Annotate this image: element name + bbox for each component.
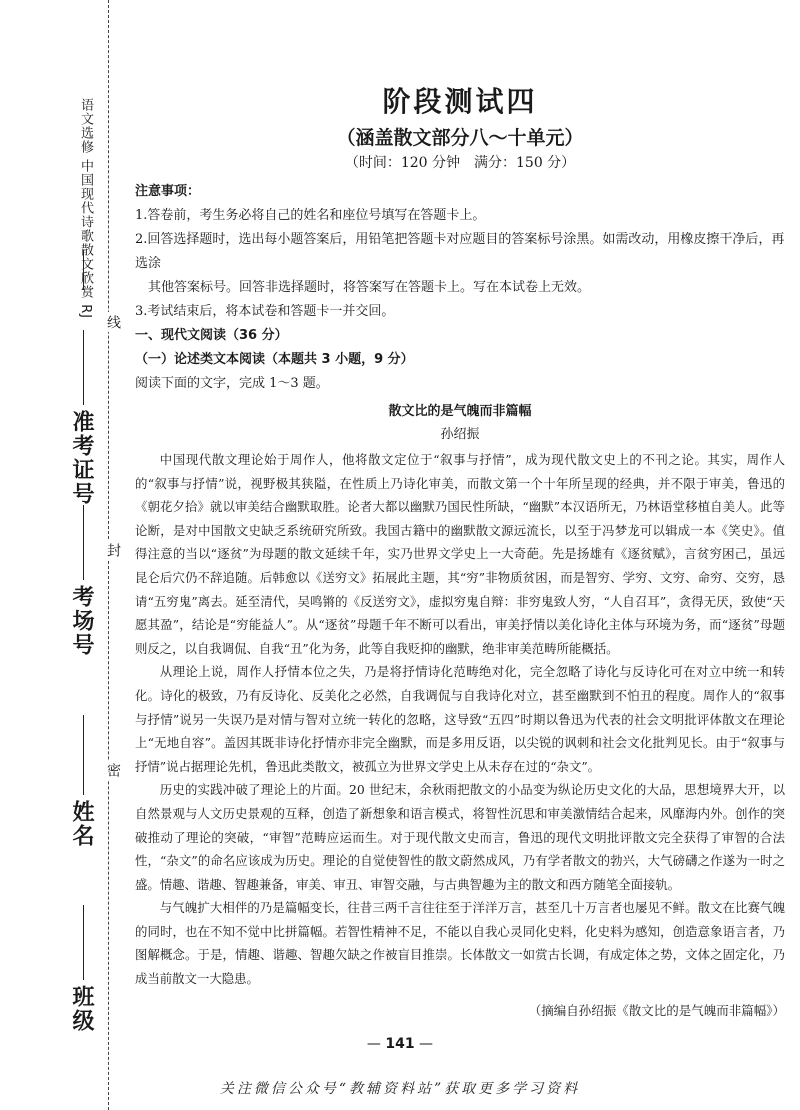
exam-page <box>135 80 785 1023</box>
page-subtitle: （涵盖散文部分八～十单元） <box>336 127 584 149</box>
notes-item: 2.回答选择题时，选出每小题答案后，用铅笔把答题卡对应题目的答案标号涂黑。如需改动，用橡皮擦干净后，再选涂 <box>135 232 785 271</box>
article-paragraph: 历史的实践冲破了理论上的片面。20 世纪末，余秋雨把散文的小品变为纵论历史文化的大品，思想境界大开，以自然景观与人文历史景观的互释，创造了新想象和语言模式，将智性沉思和审美激情结合起来，风靡海内外。创作的突破推动了理论的突破，“审智”范畴应运而生。对于现代散文史而言，鲁迅的现代文明批评散文完全获得了审智的合法性，“杂文”的命名应该成为历史。理论的自觉使智性的散文蔚然成风，乃有学者散文的勃兴，大气磅礴之作遂为一时之盛。情趣、谐趣、智趣兼备，审美、审丑、审智交融，与古典智趣为主的散文和西方随笔全面接轨。 <box>135 782 785 892</box>
article-title: 散文比的是气魄而非篇幅 <box>388 404 532 419</box>
section-heading: 一、现代文阅读（36 分） <box>135 328 288 343</box>
field-underline <box>83 250 84 290</box>
article-source: （摘编自孙绍振《散文比的是气魄而非篇幅》） <box>528 1002 785 1018</box>
field-underline <box>83 905 84 980</box>
article-paragraph: 中国现代散文理论始于周作人，他将散文定位于“叙事与抒情”，成为现代散文史上的不刊之论。其实，周作人的“叙事与抒情”说，视野极其狭隘，在性质上乃诗化审美，而散文第一个十年所呈现的经典，并不限于审美，鲁迅的《朝花夕拾》就以审美结合幽默取胜。论者大都以幽默乃国民性所缺，“幽默”本汉语所无，乃林语堂移植自美人。此等论断，是对中国散文史缺乏系统研究所致。我国古籍中的幽默散文源远流长，以至于冯梦龙可以辑成一本《笑史》。值得注意的当以“逐贫”为母题的散文延续千年，实乃世界文学史上一大奇葩。先是扬雄有《逐贫赋》，言贫穷困己，虽远昆仑后穴仍不辞追随。后韩愈以《送穷文》拓展此主题，其“穷”非物质贫困，而是智穷、学穷、文穷、命穷、交穷，恳请“五穷鬼”离去。延至清代，吴鸣锵的《反送穷文》，虚拟穷鬼自辩：非穷鬼致人穷，“人自召耳”，贪得无厌，致使“天愿其盈”，结论是“穷能益人”。从“逐贫”母题千年不断可以看出，审美抒情以美化诗化主体与环境为务，而“逐贫”母题则反之，以自我调侃、自我“丑”化为务，此等自我贬抑的幽默，绝非审美范畴所能概括。 <box>135 452 785 656</box>
footer-note: 关注微信公众号“教辅资料站”获取更多学习资料 <box>219 1081 581 1097</box>
cut-mark-seal: 封 <box>103 540 123 560</box>
time-info: （时间：120 分钟 满分：150 分） <box>344 155 576 171</box>
cut-mark-line: 线 <box>103 312 123 332</box>
notes-item: 3.考试结束后，将本试卷和答题卡一并交回。 <box>135 304 395 319</box>
article-author: 孙绍振 <box>440 427 480 442</box>
notes-heading: 注意事项： <box>135 184 201 199</box>
field-underline <box>83 505 84 580</box>
class-field: 班级 <box>69 985 94 1033</box>
exam-room-field: 考场号 <box>69 585 94 657</box>
article-paragraph: 与气魄扩大相伴的乃是篇幅变长，往昔三两千言往往至于洋洋万言，甚至几十万言者也屡见不鲜。散文在比赛气魄的同时，也在不知不觉中比拼篇幅。若智性精神不足，不能以自我心灵同化史料，化史料为感知，创造意象语言者，乃图解概念。于是，情趣、谐趣、智趣欠缺之作被盲目推崇。长体散文一如赏古长调，有成定体之势，文体之固定化，乃成当前散文一大隐患。 <box>135 900 785 987</box>
instruction: 阅读下面的文字，完成 1～3 题。 <box>135 376 329 391</box>
page-number-dash: — <box>414 1036 434 1052</box>
notes-item: 其他答案标号。回答非选择题时，将答案写在答题卡上。写在本试卷上无效。 <box>148 280 591 295</box>
sub-section-heading: （一）论述类文本阅读（本题共 3 小题，9 分） <box>135 352 414 367</box>
field-underline <box>83 330 84 405</box>
binding-margin <box>0 0 128 1110</box>
cut-mark-secret: 密 <box>103 760 123 780</box>
page-number-value: 141 <box>385 1036 415 1052</box>
series-label: 语文选修 中国现代诗歌散文欣赏 RJ <box>78 98 93 320</box>
page-title: 阶段测试四 <box>382 85 538 118</box>
field-underline <box>83 715 84 795</box>
notes-item: 1.答卷前，考生务必将自己的姓名和座位号填写在答题卡上。 <box>135 208 486 223</box>
page-number <box>0 1036 800 1052</box>
exam-number-field: 准考证号 <box>69 410 94 506</box>
article-paragraph: 从理论上说，周作人抒情本位之失，乃是将抒情诗化范畴绝对化，完全忽略了诗化与反诗化可在对立中统一和转化。诗化的极致，乃有反诗化、反美化之必然，自我调侃与自我诗化对立，甚至幽默到不怕丑的程度。周作人的“叙事与抒情”说另一失误乃是对情与智对立统一转化的忽略，这导致“五四”时期以鲁迅为代表的社会文明批评体散文在理论上“无地自容”。盖因其既非诗化抒情亦非完全幽默，而是多用反语，以尖锐的讽刺和社会文化批判见长。由于“叙事与抒情”说占据理论先机，鲁迅此类散文，被孤立为世界文学史上从未存在过的“杂文”。 <box>135 664 785 774</box>
page-number-dash: — <box>366 1036 386 1052</box>
name-field: 姓名 <box>69 800 94 848</box>
